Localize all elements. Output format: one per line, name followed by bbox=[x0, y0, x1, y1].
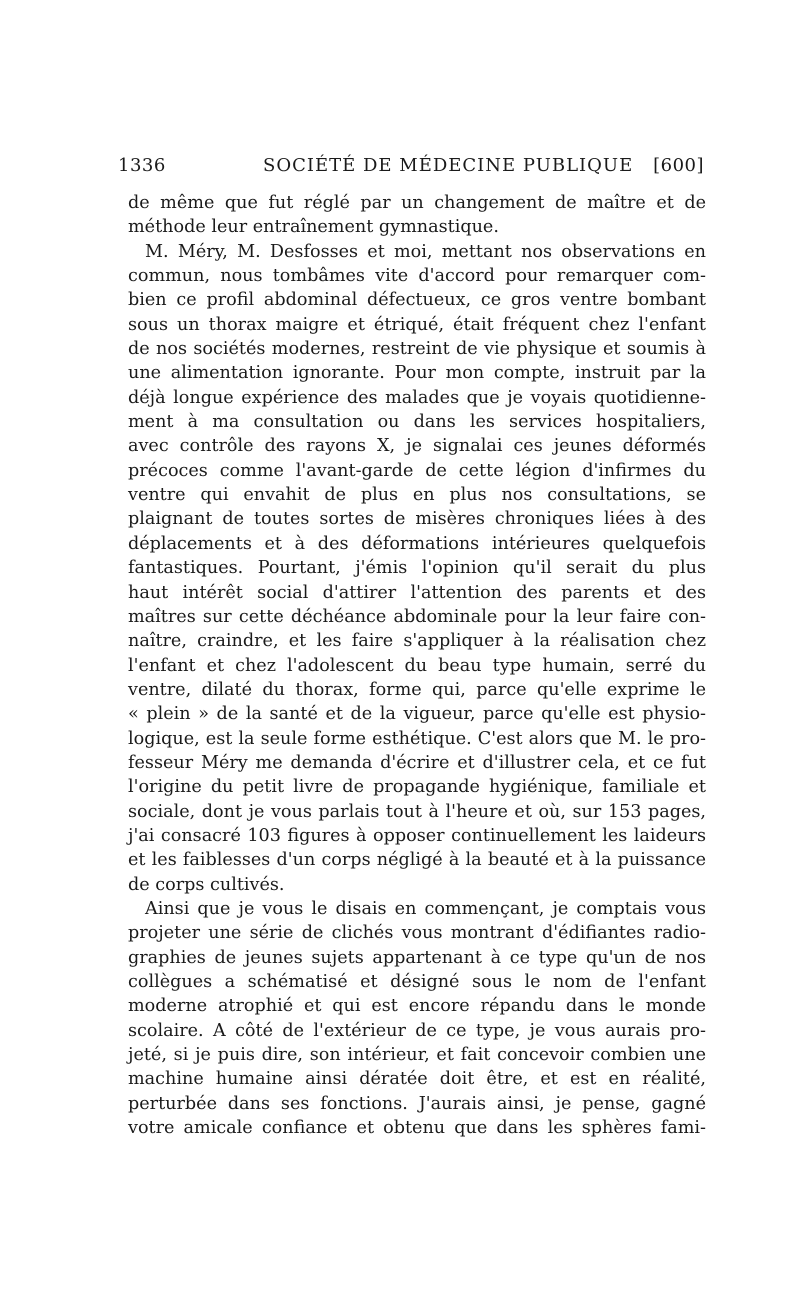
text-line: de même que fut réglé par un changement de maître et de bbox=[128, 193, 706, 213]
text-line: graphies de jeunes sujets appartenant à ce type qu'un de nos bbox=[128, 947, 706, 968]
text-line: machine humaine ainsi dératée doit être, et est en réalité, bbox=[128, 1069, 706, 1090]
text-line: déjà longue expérience des malades que je voyais quotidienne- bbox=[128, 387, 706, 408]
text-line: de corps cultivés. bbox=[128, 874, 285, 895]
text-line: logique, est la seule forme esthétique. C'est alors que M. le pro- bbox=[128, 728, 706, 749]
paragraph-start-line: Ainsi que je vous le disais en commençant, je comptais vous bbox=[145, 898, 706, 919]
text-line: fantastiques. Pourtant, j'émis l'opinion qu'il serait du plus bbox=[128, 558, 706, 579]
page-number: 1336 bbox=[118, 155, 166, 176]
text-line: moderne atrophié et qui est encore répandu dans le monde bbox=[128, 996, 706, 1017]
text-line: ventre, dilaté du thorax, forme qui, parce qu'elle exprime le bbox=[128, 679, 706, 700]
text-line: l'enfant et chez l'adolescent du beau type humain, serré du bbox=[128, 655, 706, 676]
text-line: j'ai consacré 103 figures à opposer continuellement les laideurs bbox=[128, 825, 706, 846]
text-line: avec contrôle des rayons X, je signalai ces jeunes déformés bbox=[128, 436, 706, 457]
text-line: ment à ma consultation ou dans les services hospitaliers, bbox=[128, 412, 706, 433]
text-line: précoces comme l'avant-garde de cette légion d'infirmes du bbox=[128, 460, 706, 481]
text-line: commun, nous tombâmes vite d'accord pour remarquer com- bbox=[128, 266, 706, 287]
text-line: projeter une série de clichés vous montrant d'édifiantes radio- bbox=[128, 923, 706, 944]
text-line: l'origine du petit livre de propagande hygiénique, familiale et bbox=[128, 777, 706, 798]
text-line: ventre qui envahit de plus en plus nos consultations, se bbox=[128, 485, 706, 506]
text-line: sous un thorax maigre et étriqué, était fréquent chez l'enfant bbox=[128, 314, 706, 335]
paragraph-start-line: M. Méry, M. Desfosses et moi, mettant nos observations en bbox=[145, 241, 706, 262]
text-line: haut intérêt social d'attirer l'attention des parents et des bbox=[128, 582, 706, 603]
text-line: maîtres sur cette déchéance abdominale pour la leur faire con- bbox=[128, 606, 706, 627]
text-line: fesseur Méry me demanda d'écrire et d'illustrer cela, et ce fut bbox=[128, 752, 706, 773]
text-line: sociale, dont je vous parlais tout à l'heure et où, sur 153 pages, bbox=[128, 801, 706, 822]
text-line: naître, craindre, et les faire s'appliquer à la réalisation chez bbox=[128, 631, 706, 652]
text-line: scolaire. A côté de l'extérieur de ce type, je vous aurais pro- bbox=[128, 1020, 706, 1041]
text-line: de nos sociétés modernes, restreint de vie physique et soumis à bbox=[128, 339, 706, 360]
text-line: votre amicale confiance et obtenu que dans les sphères fami- bbox=[128, 1118, 706, 1139]
text-line: collègues a schématisé et désigné sous le nom de l'enfant bbox=[128, 972, 706, 992]
text-line: « plein » de la santé et de la vigueur, parce qu'elle est physio- bbox=[128, 704, 706, 725]
text-line: une alimentation ignorante. Pour mon compte, instruit par la bbox=[128, 363, 706, 384]
body-text bbox=[128, 191, 706, 1140]
text-line: bien ce profil abdominal défectueux, ce gros ventre bombant bbox=[128, 290, 706, 311]
text-line: jeté, si je puis dire, son intérieur, et fait concevoir combien une bbox=[128, 1045, 706, 1066]
text-line: perturbée dans ses fonctions. J'aurais ainsi, je pense, gagné bbox=[128, 1093, 706, 1114]
folio-number: [600] bbox=[653, 155, 704, 176]
text-line: méthode leur entraînement gymnastique. bbox=[128, 217, 499, 238]
page-header bbox=[118, 155, 704, 179]
text-line: et les faiblesses d'un corps négligé à la beauté et à la puissance bbox=[128, 850, 706, 871]
text-line: plaignant de toutes sortes de misères chroniques liées à des bbox=[128, 509, 706, 530]
text-line: déplacements et à des déformations intérieures quelquefois bbox=[128, 533, 706, 554]
running-title: SOCIÉTÉ DE MÉDECINE PUBLIQUE bbox=[263, 155, 634, 176]
